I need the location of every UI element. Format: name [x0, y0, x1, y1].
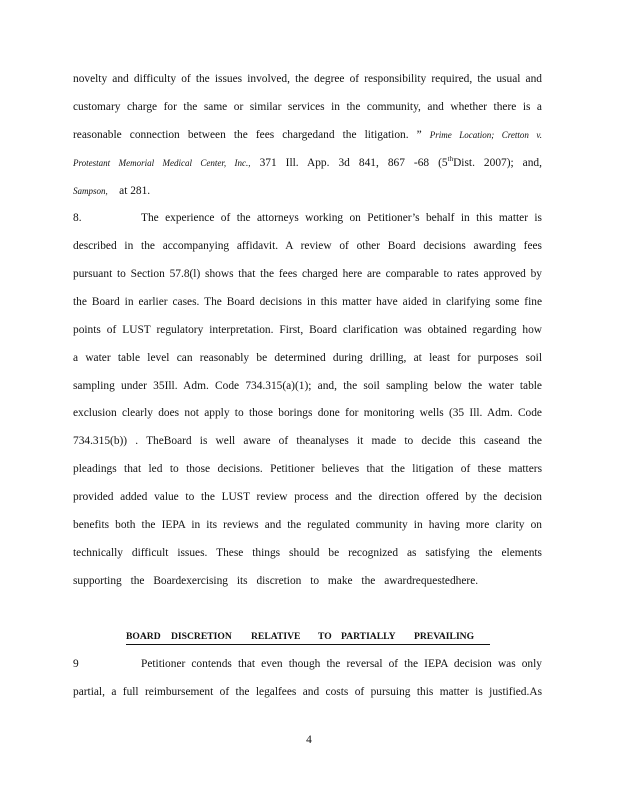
para8-line-5: points of LUST regulatory interpretation. First, Board clarification was obtained regarding how	[73, 324, 542, 336]
para8-line-6: a water table level can reasonably be determined during drilling, at least for purposes soil	[73, 352, 542, 364]
para8-line-2: described in the accompanying affidavit. A review of other Board decisions awarding fees	[73, 240, 542, 252]
case-citation: Prime Location; Cretton v.	[429, 130, 542, 140]
para9-line-2: partial, a full reimbursement of the legalfees and costs of pursuing this matter is justified.As	[73, 686, 542, 698]
para8-line-9: 734.315(b)) . TheBoard is well aware of theanalyses it made to decide this caseand the	[73, 435, 542, 447]
para7-line-3-text: reasonable connection between the fees chargedand the litigation. ”	[73, 129, 422, 141]
paragraph-number: 9	[73, 658, 79, 670]
para8-line-14: supporting the Boardexercising its discretion to make the awardrequestedhere.	[73, 575, 479, 587]
para9-line-1: 9 Petitioner contends that even though the reversal of the IEPA decision was only	[73, 658, 542, 670]
para8-line-13: technically difficult issues. These things should be recognized as satisfying the elements	[73, 547, 542, 559]
para8-line-11: provided added value to the LUST review process and the direction offered by the decision	[73, 491, 542, 503]
paragraph-number: 8.	[73, 212, 82, 224]
pin-cite: at 281.	[119, 185, 151, 197]
para7-line-5	[73, 184, 542, 198]
case-citation: Sampson,	[73, 186, 108, 196]
section-heading: BOARD DISCRETION RELATIVE TO PARTIALLY PREVAILING	[126, 631, 490, 645]
para8-line-12: benefits both the IEPA in its reviews and the regulated community in having more clarity on	[73, 519, 542, 531]
reporter-citation: 371 Ill. App. 3d 841, 867 -68 (5thDist. 2007); and,	[259, 155, 542, 169]
para7-line-4	[73, 156, 542, 170]
para7-line-3	[73, 128, 542, 142]
para7-line-2: customary charge for the same or similar services in the community, and whether there is a	[73, 101, 542, 113]
case-citation: Protestant Memorial Medical Center, Inc.,	[73, 158, 251, 168]
para8-line-10: pleadings that led to those decisions. Petitioner believes that the litigation of these matters	[73, 463, 542, 475]
para8-line-7: sampling under 35Ill. Adm. Code 734.315(a)(1); and, the soil sampling below the water table	[73, 380, 542, 392]
page-number: 4	[306, 734, 312, 746]
para7-line-1: novelty and difficulty of the issues involved, the degree of responsibility required, the usual and	[73, 73, 542, 85]
para8-line-4: the Board in earlier cases. The Board decisions in this matter have aided in clarifying some fine	[73, 296, 542, 308]
para8-line-1: 8. The experience of the attorneys working on Petitioner’s behalf in this matter is	[73, 212, 542, 224]
para8-line-8: exclusion clearly does not apply to those borings done for monitoring wells (35 Ill. Adm. Code	[73, 407, 542, 419]
para8-line-3: pursuant to Section 57.8(l) shows that the fees charged here are comparable to rates approved by	[73, 268, 542, 280]
